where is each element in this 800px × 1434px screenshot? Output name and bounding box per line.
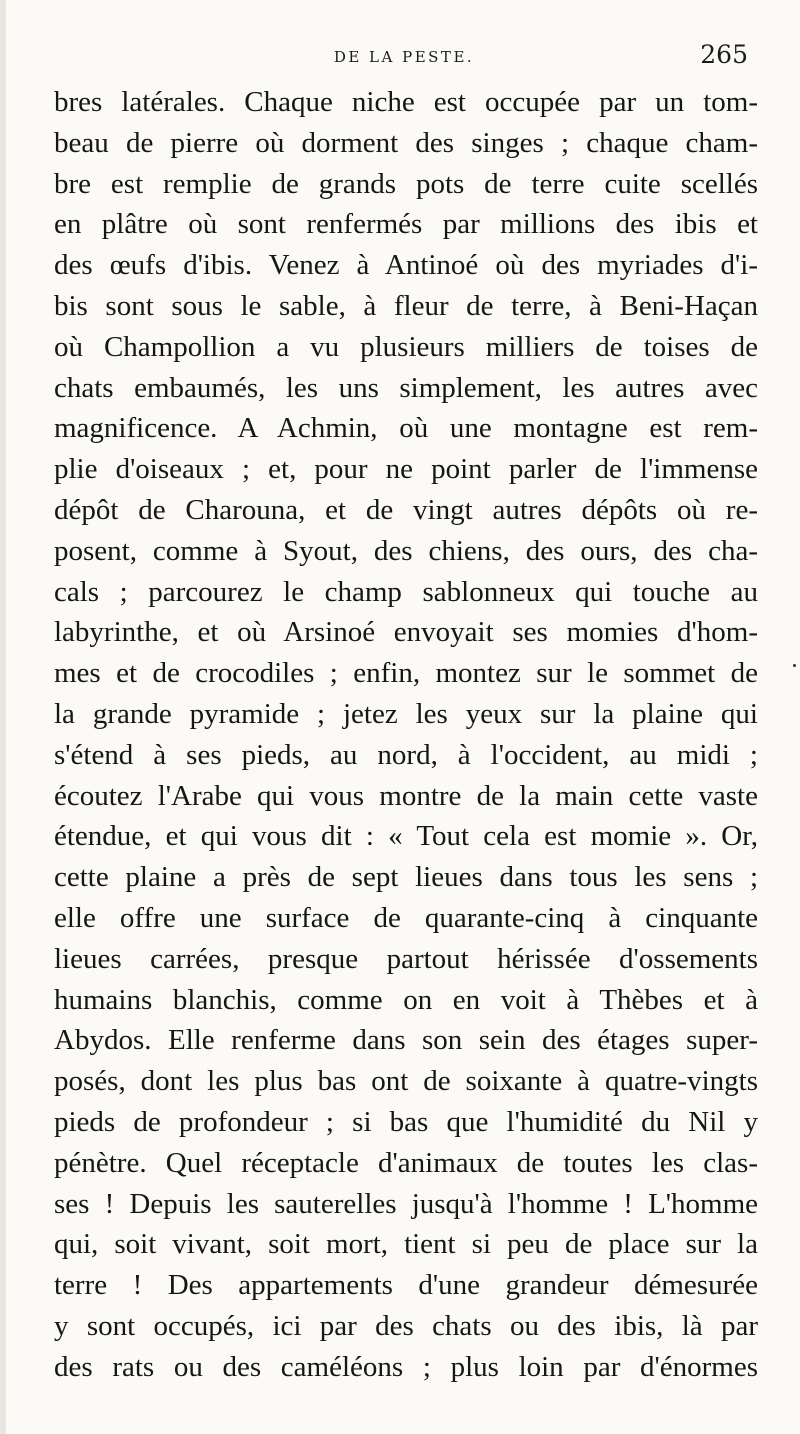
text-line: plie d'oiseaux ; et, pour ne point parler de l'immense (54, 453, 758, 486)
text-line: des œufs d'ibis. Venez à Antinoé où des myriades d'i- (54, 249, 758, 282)
text-line: dépôt de Charouna, et de vingt autres dépôts où re- (54, 493, 758, 526)
text-line: où Champollion a vu plusieurs milliers de toises de (54, 330, 758, 363)
running-title: DE LA PESTE. (333, 48, 475, 66)
text-line: labyrinthe, et où Arsinoé envoyait ses momies d'hom- (54, 616, 758, 649)
text-line: y sont occupés, ici par des chats ou des ibis, là par (54, 1309, 758, 1342)
text-line: posent, comme à Syout, des chiens, des ours, des cha- (54, 534, 758, 567)
text-line: lieues carrées, presque partout hérissée d'ossements (54, 942, 758, 975)
text-line: en plâtre où sont renfermés par millions des ibis et (54, 208, 758, 241)
text-line: cette plaine a près de sept lieues dans tous les sens ; (54, 861, 758, 894)
text-line: pénètre. Quel réceptacle d'animaux de toutes les clas- (54, 1146, 758, 1179)
text-line: bres latérales. Chaque niche est occupée par un tom- (54, 86, 758, 118)
text-line: étendue, et qui vous dit : « Tout cela est momie ». Or, (54, 820, 758, 853)
text-line: ses ! Depuis les sauterelles jusqu'à l'homme ! L'homme (54, 1187, 758, 1220)
text-line: bre est remplie de grands pots de terre cuite scellés (54, 167, 758, 200)
text-line: s'étend à ses pieds, au nord, à l'occident, au midi ; (54, 738, 758, 771)
text-line: elle offre une surface de quarante-cinq à cinquante (54, 901, 758, 934)
text-line: mes et de crocodiles ; enfin, montez sur le sommet de (54, 657, 758, 690)
page-header (52, 40, 756, 74)
text-line: beau de pierre où dorment des singes ; chaque cham- (54, 126, 758, 159)
text-line: chats embaumés, les uns simplement, les autres avec (54, 371, 758, 404)
text-line: bis sont sous le sable, à fleur de terre, à Beni-Haçan (54, 289, 758, 322)
text-line: posés, dont les plus bas ont de soixante à quatre-vingts (54, 1065, 758, 1098)
text-line: terre ! Des appartements d'une grandeur démesurée (54, 1269, 758, 1302)
text-line: la grande pyramide ; jetez les yeux sur la plaine qui (54, 697, 758, 730)
ink-speck (793, 664, 796, 667)
text-line: des rats ou des caméléons ; plus loin par d'énormes (54, 1350, 758, 1383)
text-line: magnificence. A Achmin, où une montagne est rem- (54, 412, 758, 445)
page-number: 265 (700, 40, 748, 69)
text-line: Abydos. Elle renferme dans son sein des étages super- (54, 1024, 758, 1057)
text-line: pieds de profondeur ; si bas que l'humidité du Nil y (54, 1105, 758, 1138)
text-line: écoutez l'Arabe qui vous montre de la main cette vaste (54, 779, 758, 812)
body-text (54, 82, 758, 1388)
text-line: humains blanchis, comme on en voit à Thèbes et à (54, 983, 758, 1016)
text-line: qui, soit vivant, soit mort, tient si peu de place sur la (54, 1228, 758, 1261)
text-line: cals ; parcourez le champ sablonneux qui touche au (54, 575, 758, 608)
